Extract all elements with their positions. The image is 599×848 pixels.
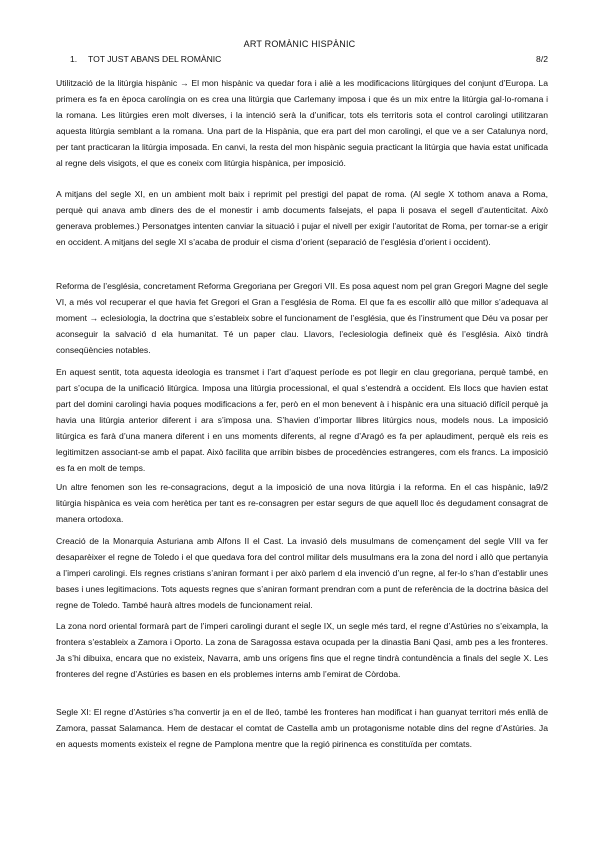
paragraph-monarquia-asturiana: Creació de la Monarquia Asturiana amb Alfons II el Cast. La invasió dels musulmans de començament del segle VIII va fer desaparèixer el regne de Toledo i el que quedava fora del control militar dels musulmans era la zona del nord i allò que pertanyia a l’imperi carolingi. Els regnes cristians s’aniran formant i per això parlem d ela invenció d’un regne, al fer-lo s’han d’establir unes bases i unes legitimacions. Tots aquests regnes que s’aniran formant prendran com a punt de referència de la doctrina bàsica del regne de Toledo. També haurà altres models de funcionament reial. xyxy=(56,536,548,610)
paragraph-segle-xi: A mitjans del segle XI, en un ambient molt baix i reprimit pel prestigi del papat de roma. (Al segle X tothom anava a Roma, perquè qui anava amb diners des de el monestir i amb documents falsejats, el papa li posava el segell d’autenticitat. Això generava problemes.) Personatges intenten canviar la situació i pujar el nivell per exigir l’autoritat de Roma, per tornar-se a erigir en occident. A mitjans del segle XI s’acaba de produir el cisma d’orient (separació de l’església d’orient i occident). xyxy=(56,189,548,247)
paragraph-liturgia: Utilització de la litúrgia hispànic → El mon hispànic va quedar fora i aliè a les modificacions litúrgiques del conjunt d’Europa. La primera es fa en època carolíngia on es crea una litúrgia que Carlemany imposa i que és un mix entre la litúrgia gal·lo-romana i la romana. Les litúrgies eren molt diverses, i la intenció serà la d’unificar, tots els territoris sota el control carolingi utilitzaran aquesta litúrgia semblant a la romana. Una part de la Hispània, que era part del mon carolingi, el que ve a ser Catalunya nord, per tant practicaran la litúrgia imposada. En canvi, la resta del mon hispànic seguia practicant la litúrgia que havia estat unificada al regne dels visigots, el que es coneix com litúrgia hispànica, per imposició. xyxy=(56,78,548,168)
section-heading xyxy=(70,51,548,65)
paragraph-reforma: Reforma de l’església, concretament Reforma Gregoriana per Gregori VII. Es posa aquest nom pel gran Gregori Magne del segle VI, a més vol recuperar el que havia fet Gregori el Gran a l’església de Roma. El que fa es escollir allò que millor s’adequava al moment → eclesiologia, la doctrina que s’estableix sobre el funcionament de l’església, que és l’instrument que Déu va posar per aconseguir la salvació d ela humanitat. Té un paper clau. Llavors, l’eclesiologia defineix què és l’església. Això tindrà conseqüències notables. xyxy=(56,281,549,355)
document-title: ART ROMÀNIC HISPÀNIC xyxy=(243,39,356,49)
section-number: 1. xyxy=(70,54,78,64)
paragraph-zona-nord: La zona nord oriental formarà part de l’imperi carolingi durant el segle IX, un segle més tard, el regne d’Astúries no s’eixampla, la frontera s’estableix a Zamora i Oporto. La zona de Saragossa estava ocupada per la dinastia Bani Qasi, amb pes a les fronteres. Ja s’hi dibuixa, encara que no existeix, Navarra, amb uns orígens fins que el regne tindrà contundència a finals del segle X. Les fronteres del regne d’Astúries es basen en els problemes interns amb l’emirat de Còrdoba. xyxy=(56,621,548,679)
section-title: TOT JUST ABANS DEL ROMÀNIC xyxy=(88,54,222,64)
paragraph-ideologia: En aquest sentit, tota aquesta ideologia es transmet i l’art d’aquest període es pot llegir en clau gregoriana, perquè també, en part s’ocupa de la unificació litúrgica. Imposa una litúrgia processional, el qual s’estendrà a occident. Els llocs que havien estat part del domini carolingi havia poques modificacions a fer, però en el mon benevent à i hispànic era una situació difícil perquè ja havia una litúrgia anterior diferent i ara s’imposa una. S’havien d’importar llibres litúrgics nous, models nous. La imposició litúrgica es farà d’una manera diferent i en uns moments diferents, al regne d’Aragó es fa per aplaudiment, perquè els reis es legitimitzen associant-se amb el papat. Això facilita que arribin bisbes de procedències estrangeres, com els francs. La imposició es fa en molt de temps. xyxy=(56,367,548,473)
paragraph-segle-xi-regne: Segle XI: El regne d’Astúries s’ha convertir ja en el de lleó, també les fronteres han modificat i han guanyat territori més enllà de Zamora, passat Salamanca. Hem de destacar el comtat de Castella amb un protagonisme notable dins del regne d’Astúries. Ja en aquests moments existeix el regne de Pamplona mentre que la regió pirinenca es constituïda per comtats. xyxy=(56,707,548,749)
section-date: 8/2 xyxy=(536,54,548,64)
inline-date: 9/2 xyxy=(536,482,548,492)
paragraph-reconsagracions-text: Un altre fenomen son les re-consagracions, degut a la imposició de una nova litúrgia i la reforma. En el cas hispànic, la litúrgia hispànica es veia com herètica per tant es re-consagren per estar segurs de que aquell lloc és degudament consagrat de manera ortodoxa. xyxy=(56,482,548,524)
paragraph-reconsagracions xyxy=(56,479,548,527)
